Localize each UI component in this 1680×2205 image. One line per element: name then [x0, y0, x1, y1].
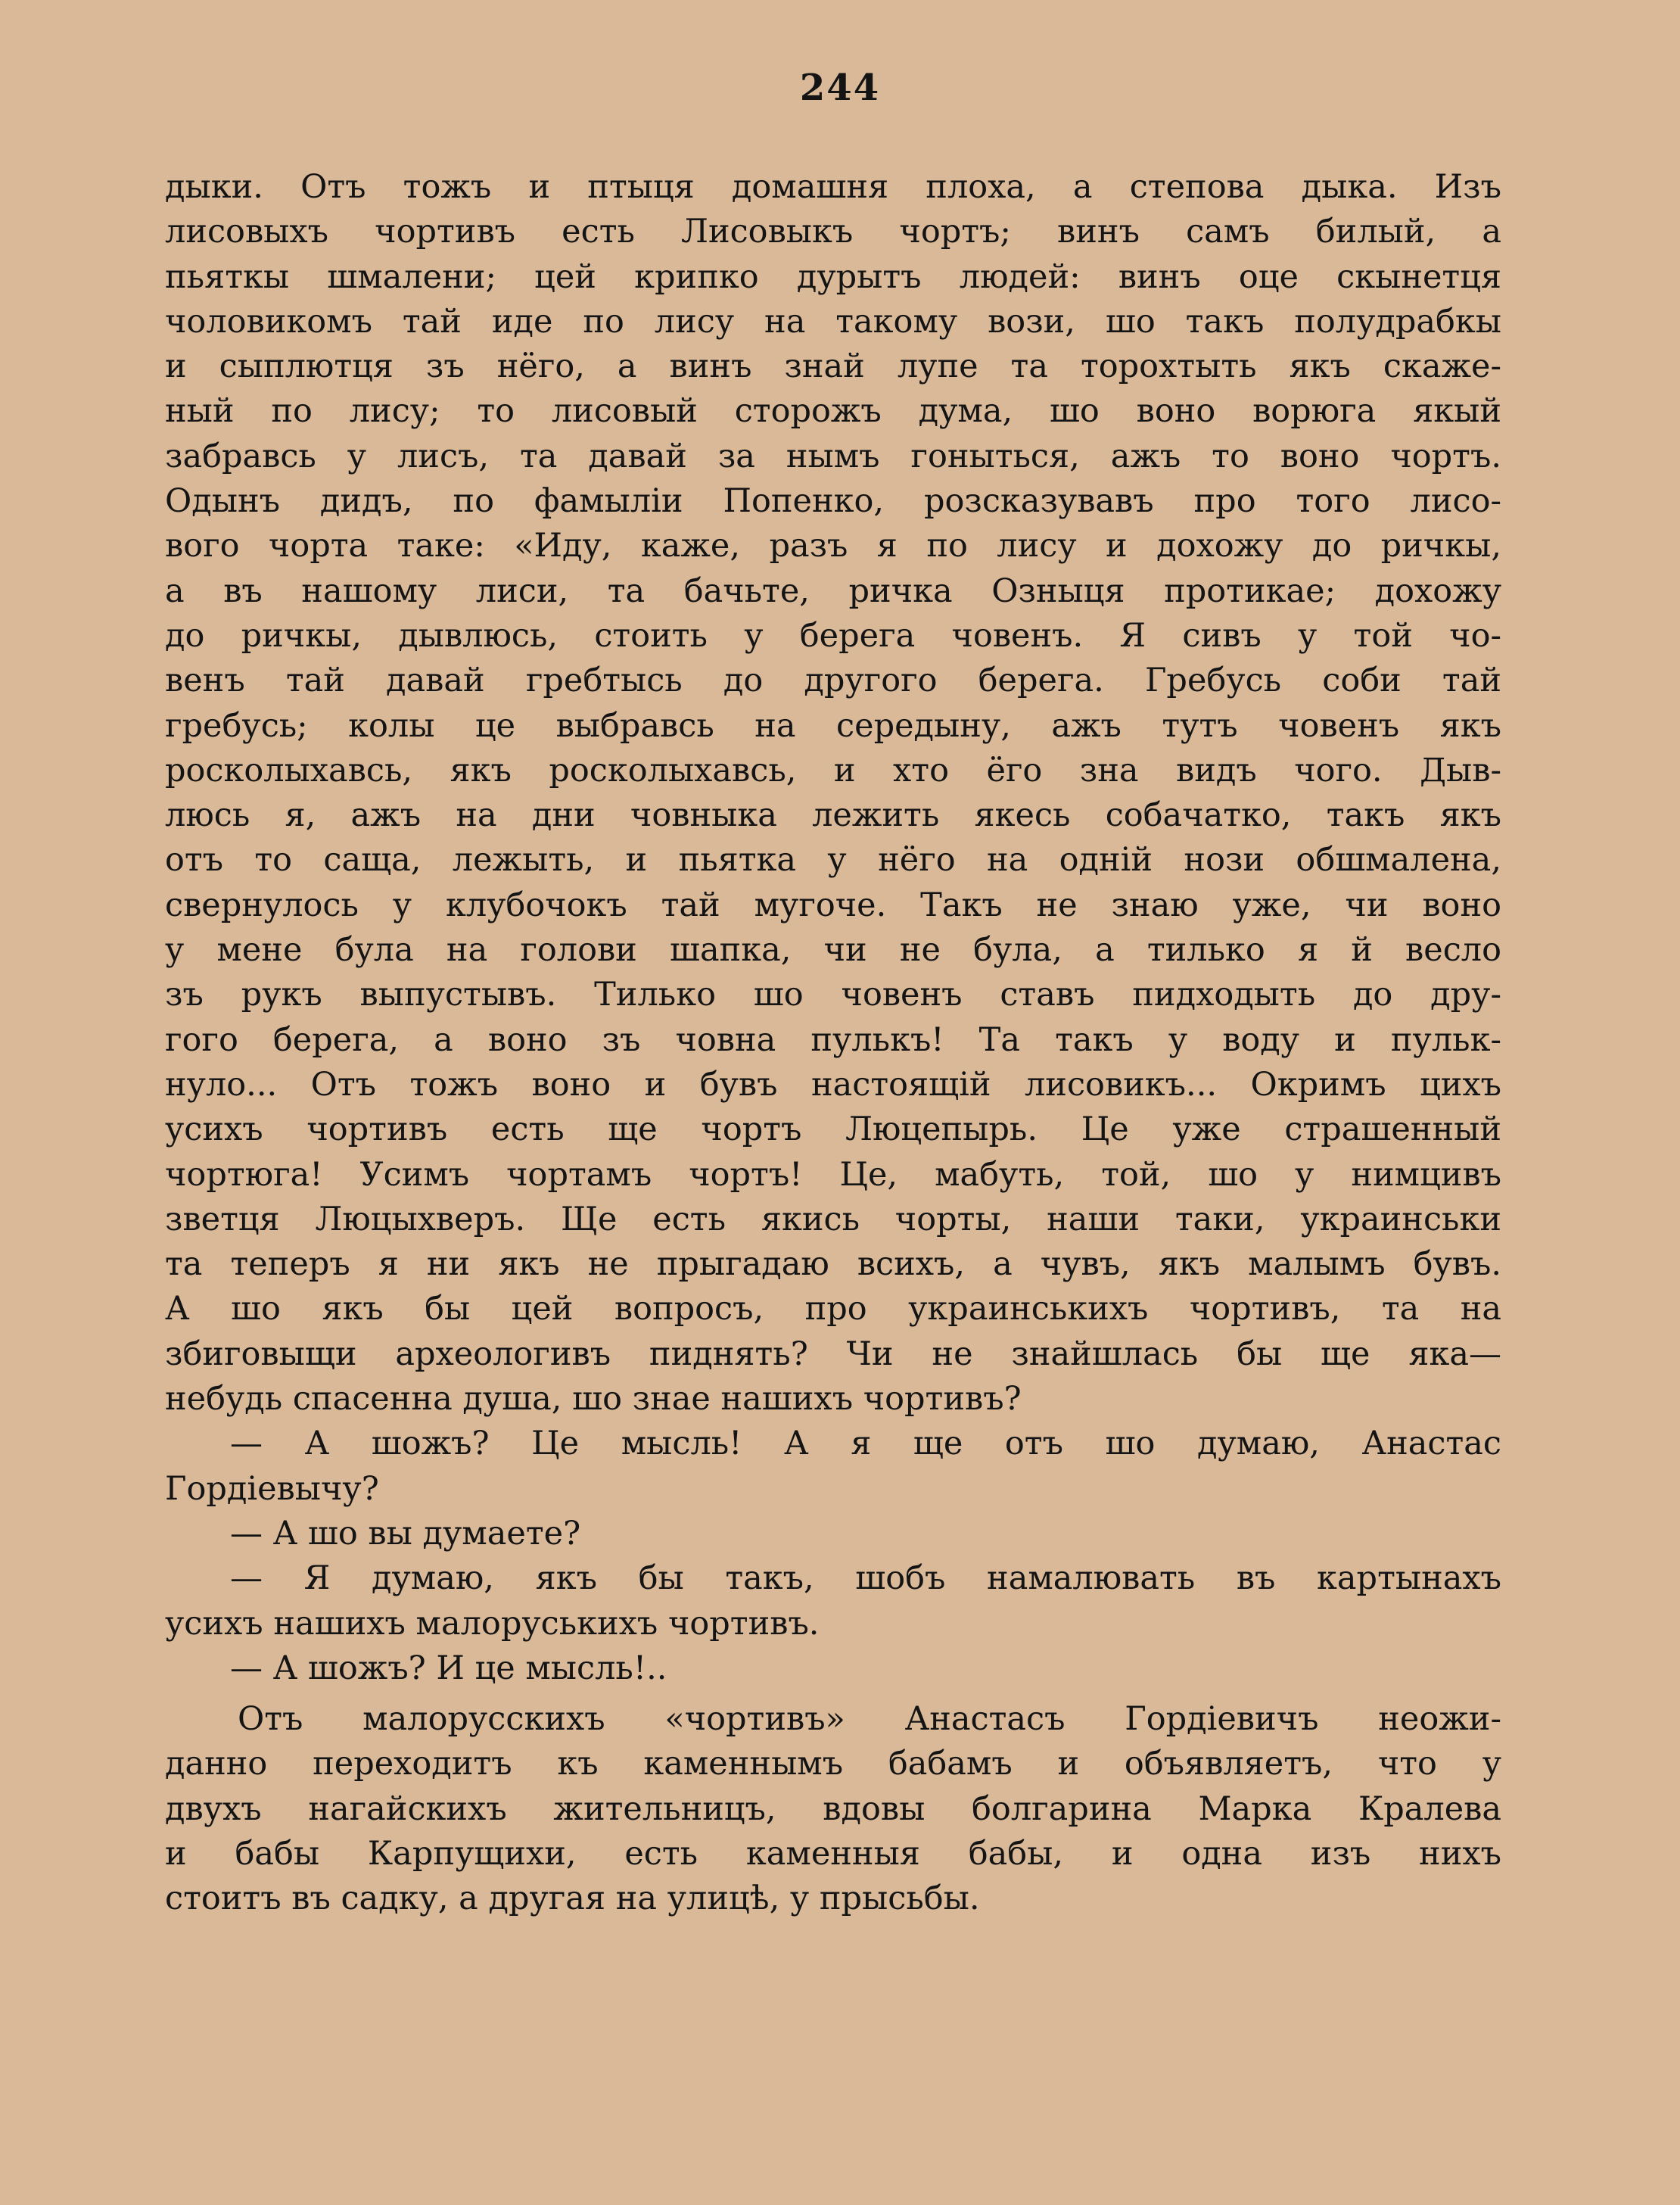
text-line: пьяткы шмалени; цей крипко дурытъ людей: винъ оце скынетця: [165, 257, 1501, 296]
text-line: усихъ нашихъ малоруськихъ чортивъ.: [165, 1604, 820, 1643]
text-line: росколыхавсь, якъ росколыхавсь, и хто ёго зна видъ чого. Дыв-: [165, 751, 1501, 790]
text-line: а въ нашому лиси, та бачьте, ричка Озныця протикае; дохожу: [165, 571, 1501, 610]
text-line: Одынъ дидъ, по фамыліи Попенко, розсказувавъ про того лисо-: [165, 482, 1501, 521]
text-line: дыки. Отъ тожъ и птыця домашня плоха, а степова дыка. Изъ: [165, 168, 1501, 206]
text-line: отъ то саща, лежыть, и пьятка у нёго на одній нози обшмалена,: [165, 841, 1501, 880]
text-line: гребусь; колы це выбравсь на середыну, ажъ тутъ човенъ якъ: [165, 706, 1501, 745]
text-line: — А шо вы думаете?: [230, 1514, 581, 1553]
text-line: нуло... Отъ тожъ воно и бувъ настоящій лисовикъ... Окримъ цихъ: [165, 1065, 1501, 1104]
page-number: 244: [799, 67, 881, 109]
text-line: ный по лису; то лисовый сторожъ дума, шо воно ворюга якый: [165, 392, 1501, 431]
text-line: усихъ чортивъ есть ще чортъ Люцепырь. Це уже страшенный: [165, 1110, 1501, 1149]
text-line: зъ рукъ выпустывъ. Тилько шо човенъ ставъ пидходыть до дру-: [165, 976, 1501, 1014]
text-line: и сыплютця зъ нёго, а винъ знай лупе та торохтыть якъ скаже-: [165, 347, 1501, 386]
text-line: чоловикомъ тай иде по лису на такому вози, шо такъ полудрабкы: [165, 302, 1501, 341]
text-line: данно переходитъ къ каменнымъ бабамъ и объявляетъ, что у: [165, 1745, 1501, 1783]
text-line: — А шожъ? И це мысль!..: [230, 1649, 667, 1687]
text-line: чортюга! Усимъ чортамъ чортъ! Це, мабуть, той, шо у нимцивъ: [165, 1155, 1501, 1194]
text-line: небудь спасенна душа, шо знае нашихъ чортивъ?: [165, 1380, 1022, 1419]
text-line: зветця Люцыхверъ. Ще есть якись чорты, наши таки, украинськи: [165, 1200, 1501, 1238]
text-line: люсь я, ажъ на дни човныка лежить якесь собачатко, такъ якъ: [165, 796, 1501, 835]
text-line: Отъ малорусскихъ «чортивъ» Анастасъ Гордіевичъ неожи-: [238, 1700, 1501, 1739]
text-body: [165, 165, 1501, 1922]
text-line: лисовыхъ чортивъ есть Лисовыкъ чортъ; винъ самъ билый, а: [165, 213, 1501, 251]
text-line: стоитъ въ садку, а другая на улицѣ, у прысьбы.: [165, 1880, 980, 1918]
text-line: двухъ нагайскихъ жительницъ, вдовы болгарина Марка Кралева: [165, 1789, 1501, 1828]
text-line: та теперъ я ни якъ не прыгадаю всихъ, а чувъ, якъ малымъ бувъ.: [165, 1245, 1501, 1284]
text-line: вого чорта таке: «Иду, каже, разъ я по лису и дохожу до ричкы,: [165, 527, 1501, 565]
text-line: и бабы Карпущихи, есть каменныя бабы, и одна изъ нихъ: [165, 1834, 1501, 1873]
text-line: свернулось у клубочокъ тай мугоче. Такъ не знаю уже, чи воно: [165, 886, 1501, 924]
text-line: Гордіевычу?: [165, 1469, 379, 1508]
text-line: венъ тай давай гребтысь до другого берега. Гребусь соби тай: [165, 662, 1501, 700]
text-line: у мене була на голови шапка, чи не була, а тилько я й весло: [165, 931, 1501, 970]
text-line: А шо якъ бы цей вопросъ, про украинськихъ чортивъ, та на: [165, 1290, 1501, 1328]
text-line: збиговыщи археологивъ пиднять? Чи не знайшлась бы ще яка—: [165, 1335, 1501, 1373]
text-line: до ричкы, дывлюсь, стоить у берега човенъ. Я сивъ у той чо-: [165, 616, 1501, 655]
text-line: — А шожъ? Це мысль! А я ще отъ шо думаю, Анастас: [230, 1425, 1501, 1463]
text-line: — Я думаю, якъ бы такъ, шобъ намалювать въ картынахъ: [230, 1559, 1501, 1598]
text-line: гого берега, а воно зъ човна пулькъ! Та такъ у воду и пульк-: [165, 1020, 1501, 1059]
text-line: забравсь у лисъ, та давай за нымъ гоныться, ажъ то воно чортъ.: [165, 437, 1501, 475]
